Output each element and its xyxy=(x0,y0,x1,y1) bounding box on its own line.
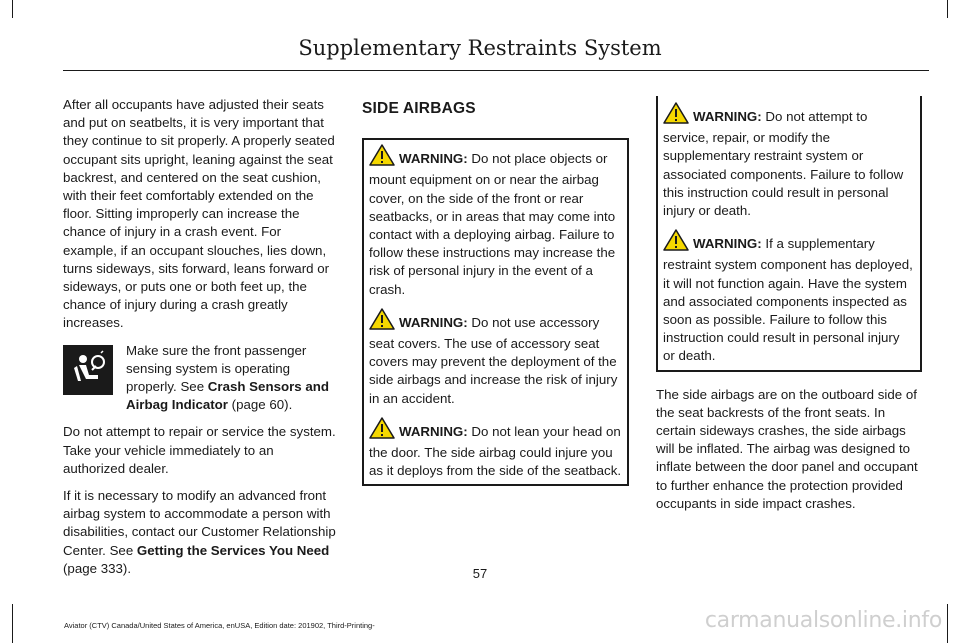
warning-triangle-icon xyxy=(369,144,395,171)
warning-text: Do not lean your head on the door. The side airbag could injure you as it deploys from the side of the seatback. xyxy=(369,423,622,479)
header-rule xyxy=(63,70,929,71)
modify-paragraph xyxy=(63,487,336,578)
warning-item xyxy=(663,102,915,220)
edition-footer: Aviator (CTV) Canada/United States of America, enUSA, Edition date: 201902, Third-Printing- xyxy=(64,621,375,630)
warning-item xyxy=(369,308,622,408)
watermark: carmanualsonline.info xyxy=(704,608,942,633)
page-title: Supplementary Restraints System xyxy=(298,36,662,60)
passenger-airbag-icon xyxy=(63,345,113,395)
page-reference: (page 333). xyxy=(63,560,132,576)
warning-label: WARNING: xyxy=(693,109,762,124)
warning-label: WARNING: xyxy=(399,314,468,330)
column-right xyxy=(656,96,922,522)
warning-box xyxy=(362,138,629,486)
warning-triangle-icon xyxy=(663,102,689,129)
warning-label: WARNING: xyxy=(693,236,762,252)
intro-paragraph: After all occupants have adjusted their seats and put on seatbelts, it is very important that they continue to sit properly. A properly seated occupant sits upright, leaning against the seat backrest, and centered on the seat cushion, with their feet comfortably extended on the floor. Sitting improperly can increase the chance of injury in a crash event. For example, if an occupant slouches, lies down, turns sideways, sits forward, leans forward or sideways, or puts one or both feet up, the chance of injury during a crash greatly increases. xyxy=(63,97,335,331)
warning-text: If a supplementary restraint system component has deployed, it will not function again. Have the system and associated components inspected as soon as possible. Failure to follow this instruction could result in personal injury or death. xyxy=(663,236,913,364)
warning-triangle-icon xyxy=(663,229,689,256)
repair-paragraph: Do not attempt to repair or service the system. Take your vehicle immediately to an authorized dealer. xyxy=(63,424,336,476)
crop-mark xyxy=(947,604,948,643)
warning-label: WARNING: xyxy=(399,151,468,167)
warning-text: Do not place objects or mount equipment on or near the airbag cover, on the side of the front or rear seatbacks, or in areas that may come into contact with a deploying airbag. Failure to follow these instructions may increase the risk of personal injury in the event of a crash. xyxy=(369,151,616,297)
warning-text: Do not attempt to service, repair, or modify the supplementary restraint system or associated components. Failure to follow this instruction could result in personal injury or death. xyxy=(663,109,904,219)
getting-services-link[interactable]: Getting the Services You Need xyxy=(136,542,330,558)
modify-text: If it is necessary to modify an advanced front airbag system to accommodate a person with disabilities, contact our Customer Relationship Center. See xyxy=(63,488,336,558)
warning-triangle-icon xyxy=(369,308,395,335)
column-left xyxy=(63,96,336,587)
crash-sensors-link[interactable]: Crash Sensors and Airbag Indicator xyxy=(126,379,329,413)
crop-mark xyxy=(12,0,13,18)
warning-item xyxy=(369,144,622,299)
warning-item xyxy=(369,417,622,481)
warning-text: Do not use accessory seat covers. The use of accessory seat covers may prevent the deployment of the side airbags and increase the risk of injury in an accident. xyxy=(369,314,618,406)
page-reference: (page 60). xyxy=(227,397,293,413)
passenger-sensing-text: Make sure the front passenger sensing system is operating properly. See xyxy=(126,342,307,395)
warning-triangle-icon xyxy=(369,417,395,444)
side-airbag-paragraph: The side airbags are on the outboard side of the seat backrests of the front seats. In certain sideways crashes, the side airbags will be inflated. The airbag was designed to inflate between the door panel and occupant to further enhance the protection provided occupants in side impact crashes. xyxy=(656,386,918,511)
section-heading: SIDE AIRBAGS xyxy=(362,100,476,117)
page-number: 57 xyxy=(472,566,488,581)
crop-mark xyxy=(12,604,13,643)
column-middle xyxy=(362,96,629,486)
crop-mark xyxy=(947,0,948,18)
warning-box xyxy=(656,96,922,372)
warning-item xyxy=(663,229,915,365)
passenger-sensing-paragraph xyxy=(63,342,336,415)
warning-label: WARNING: xyxy=(399,423,468,439)
